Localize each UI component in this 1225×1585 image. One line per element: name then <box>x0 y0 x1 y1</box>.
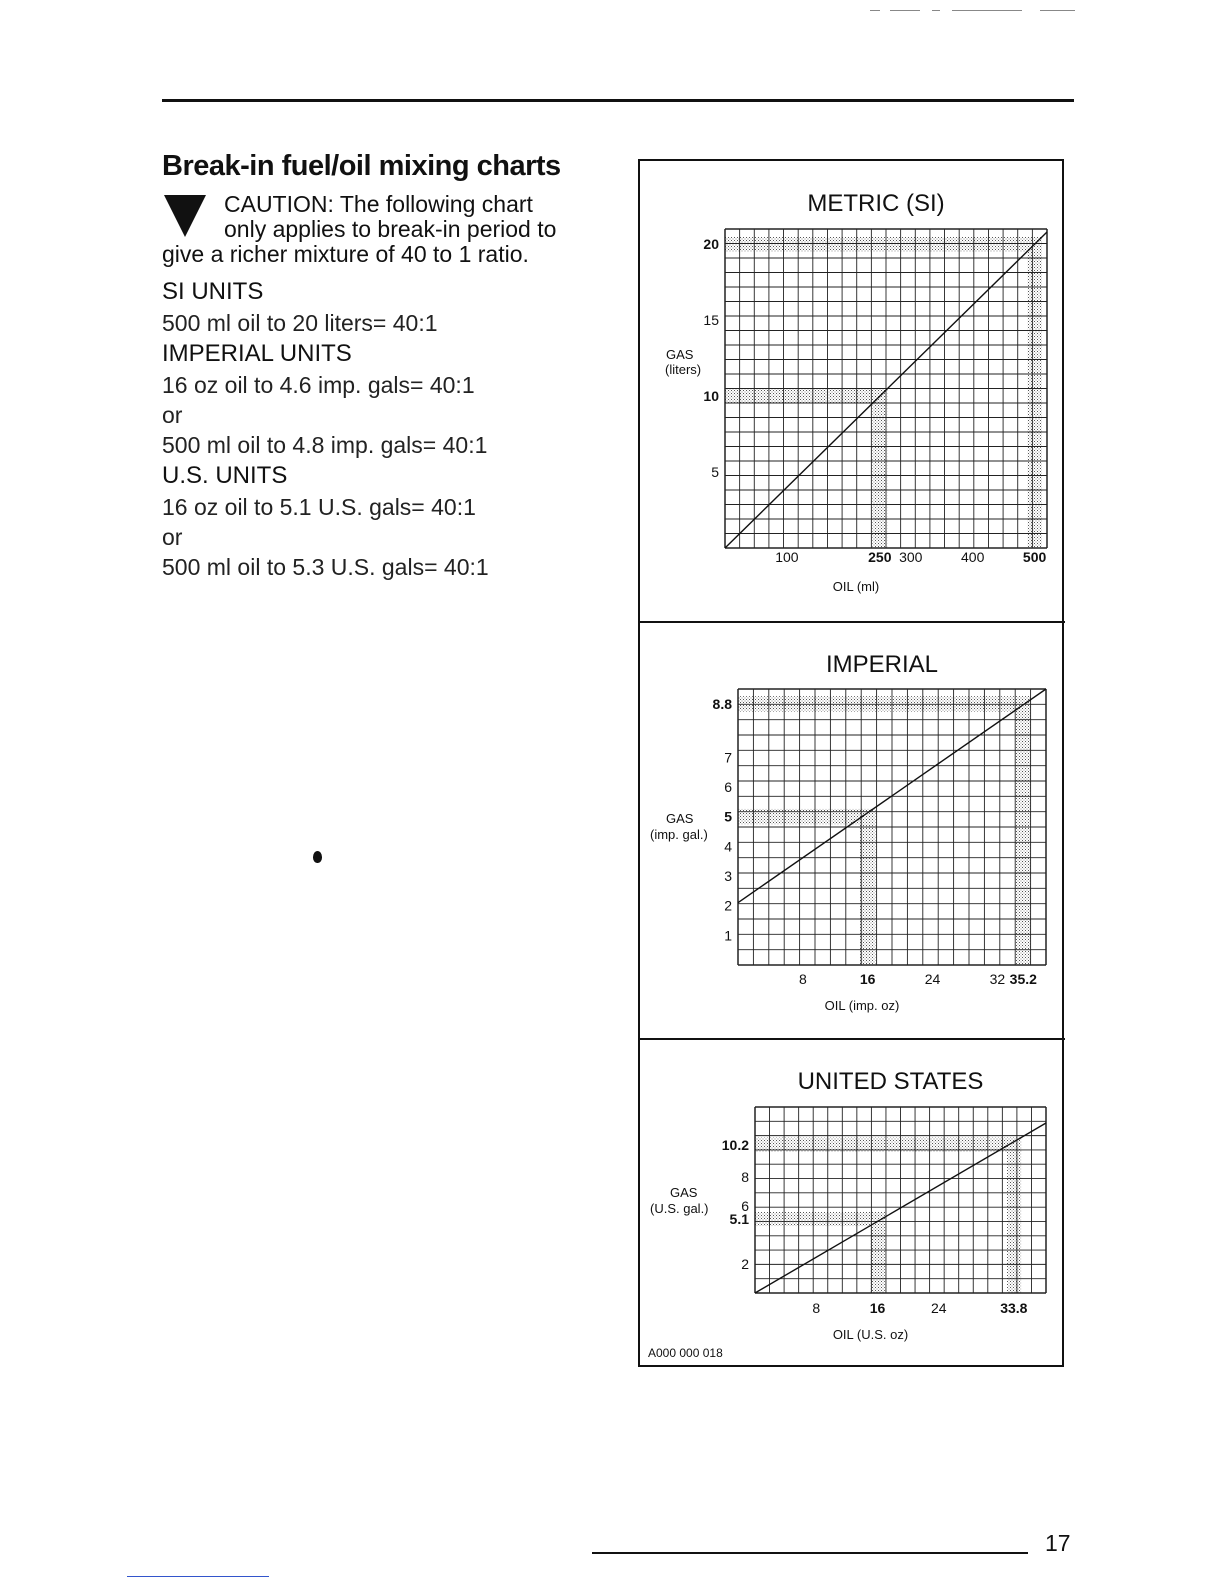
highlight-band-horizontal <box>725 389 887 404</box>
charts-panel <box>638 159 1065 1387</box>
y-tick-label: 15 <box>703 312 719 329</box>
chart-1 <box>650 651 1046 1013</box>
mixing-charts-figure <box>638 159 1065 1387</box>
y-tick-label: 20 <box>703 236 719 253</box>
scan-link-underline <box>127 1576 269 1577</box>
x-tick-label: 24 <box>931 1300 947 1316</box>
scan-artifact <box>1040 10 1075 11</box>
x-tick-label: 8 <box>798 971 807 987</box>
y-tick-label: 7 <box>724 749 732 766</box>
units-list <box>162 276 602 582</box>
caution-line-3: give a richer mixture of 40 to 1 ratio. <box>162 241 529 267</box>
x-tick-label: 400 <box>961 549 985 565</box>
highlight-band-horizontal <box>725 237 1042 252</box>
units-line: or <box>162 524 183 550</box>
y-tick-label: 8 <box>741 1168 749 1185</box>
y-axis-label: GAS <box>666 811 694 826</box>
page-heading: Break-in fuel/oil mixing charts <box>162 150 561 182</box>
y-tick-label: 5.1 <box>729 1210 749 1227</box>
highlight-band-horizontal <box>738 696 1031 711</box>
figure-code: A000 000 018 <box>648 1346 723 1360</box>
y-tick-label: 8.8 <box>712 695 732 712</box>
y-axis-label: GAS <box>666 347 694 362</box>
units-line: 16 oz oil to 5.1 U.S. gals= 40:1 <box>162 494 476 520</box>
y-axis-unit: (imp. gal.) <box>650 827 708 842</box>
y-tick-label: 6 <box>741 1197 749 1214</box>
y-axis-label: GAS <box>670 1185 698 1200</box>
bottom-rule <box>592 1552 1028 1554</box>
x-axis-label: OIL (ml) <box>832 579 880 594</box>
highlight-band-vertical <box>1027 237 1042 548</box>
y-axis-unit: (U.S. gal.) <box>650 1201 709 1216</box>
y-tick-label: 10.2 <box>721 1136 749 1153</box>
y-tick-label: 3 <box>724 867 732 884</box>
highlight-band-vertical <box>872 389 887 548</box>
y-tick-label: 10 <box>703 388 719 405</box>
x-tick-label: 500 <box>1022 549 1047 565</box>
x-tick-label: 35.2 <box>1009 971 1037 987</box>
chart-0 <box>665 190 1047 594</box>
x-tick-label: 16 <box>859 971 876 987</box>
caution-notice <box>162 192 602 267</box>
x-tick-label: 8 <box>812 1300 821 1316</box>
chart-2 <box>650 1068 1046 1342</box>
page-number: 17 <box>1045 1530 1071 1556</box>
x-tick-label: 300 <box>899 549 923 565</box>
y-tick-label: 6 <box>724 778 732 795</box>
x-tick-label: 100 <box>775 549 799 565</box>
warning-triangle-icon <box>164 195 206 237</box>
x-axis-label: OIL (U.S. oz) <box>832 1327 909 1342</box>
units-line: 16 oz oil to 4.6 imp. gals= 40:1 <box>162 372 475 398</box>
chart-title: UNITED STATES <box>797 1068 984 1095</box>
units-line: 500 ml oil to 20 liters= 40:1 <box>162 310 438 336</box>
x-axis-label: OIL (imp. oz) <box>824 998 900 1013</box>
x-tick-label: 24 <box>924 971 941 987</box>
top-rule <box>162 99 1074 102</box>
x-tick-label: 250 <box>868 549 892 565</box>
units-heading: IMPERIAL UNITS <box>162 340 352 367</box>
scan-artifact <box>870 10 880 11</box>
highlight-band-vertical <box>860 809 875 965</box>
x-tick-label: 33.8 <box>1000 1300 1028 1316</box>
y-tick-label: 5 <box>711 464 719 481</box>
ink-blot <box>313 851 322 863</box>
highlight-band-horizontal <box>755 1212 885 1226</box>
units-heading: SI UNITS <box>162 278 264 305</box>
caution-line-2: only applies to break-in period to <box>224 216 557 242</box>
highlight-band-vertical <box>1016 696 1031 965</box>
y-tick-label: 2 <box>741 1255 749 1272</box>
y-tick-label: 1 <box>724 927 732 944</box>
y-tick-label: 4 <box>724 838 732 855</box>
chart-title: METRIC (SI) <box>807 190 945 217</box>
scan-artifact <box>952 10 1022 11</box>
units-heading: U.S. UNITS <box>162 462 288 489</box>
highlight-band-vertical <box>1007 1138 1022 1293</box>
units-line: 500 ml oil to 5.3 U.S. gals= 40:1 <box>162 554 489 580</box>
scan-artifact <box>890 10 920 11</box>
x-tick-label: 16 <box>869 1300 886 1316</box>
y-axis-unit: (liters) <box>665 362 702 377</box>
chart-title: IMPERIAL <box>825 651 939 678</box>
x-tick-label: 32 <box>989 971 1006 987</box>
units-line: 500 ml oil to 4.8 imp. gals= 40:1 <box>162 432 488 458</box>
units-line: or <box>162 402 183 428</box>
y-tick-label: 5 <box>724 808 732 825</box>
caution-line-1: CAUTION: The following chart <box>224 191 533 217</box>
y-tick-label: 2 <box>724 897 732 914</box>
scan-artifact <box>932 10 940 11</box>
